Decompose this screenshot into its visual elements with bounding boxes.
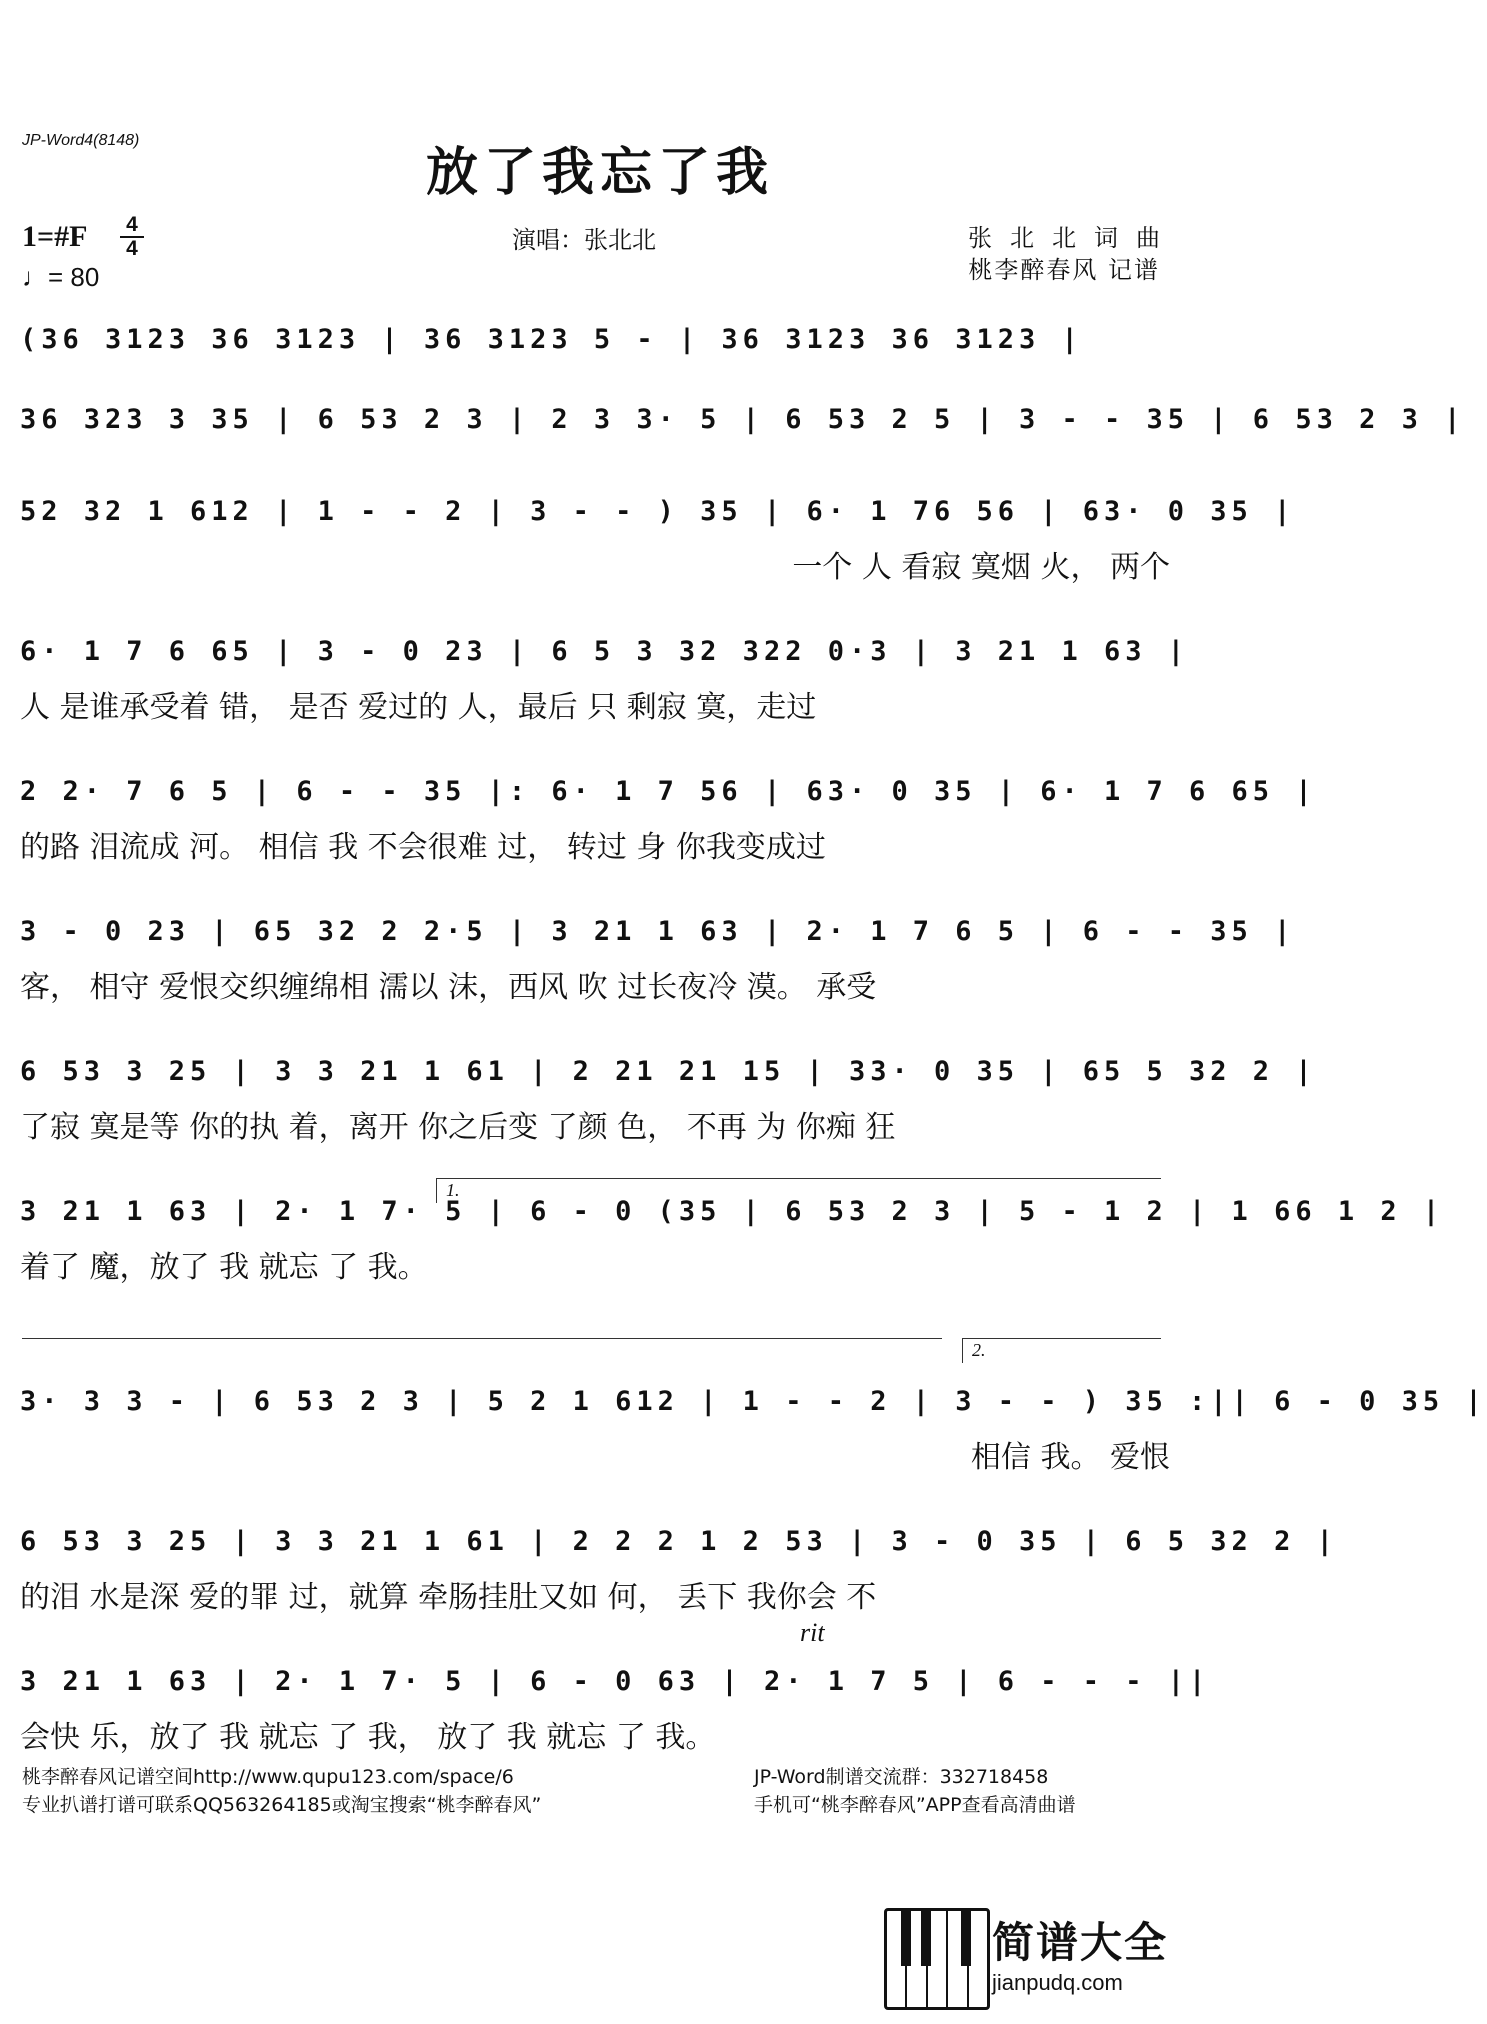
time-signature-bottom: 4 (120, 236, 144, 260)
software-label: JP-Word4(8148) (22, 132, 140, 149)
ritardando-mark: rit (800, 1618, 825, 1647)
notation-line-6: 3 - 0 23 | 65 32 2 2·5 | 3 21 1 63 | 2· 1 7 6 5 | 6 - - 35 | (20, 915, 1296, 947)
notation-line-2: 36 323 3 35 | 6 53 2 3 | 2 3 3· 5 | 6 53 2 5 | 3 - - 35 | 6 53 2 3 | (20, 403, 1466, 435)
volta-label-2: 2. (972, 1340, 986, 1360)
piano-keys-icon (884, 1908, 990, 2010)
footer-link-text: 桃李醉春风记谱空间http://www.qupu123.com/space/6 (22, 1766, 514, 1788)
composer-credit: 张北北词曲 (968, 224, 1178, 252)
song-title: 放了我忘了我 (425, 142, 774, 203)
volta-label-1: 1. (446, 1180, 460, 1200)
lyric-line-6: 着了 魔，放了 我 就忘 了 我。 (20, 1250, 428, 1285)
lyric-line-3: 的路 泪流成 河。 相信 我 不会很难 过， 转过 身 你我变成过 (20, 830, 826, 865)
notation-line-4: 6· 1 7 6 65 | 3 - 0 23 | 6 5 3 32 322 0·3 | 3 21 1 63 | (20, 635, 1190, 667)
key-signature: 1=#F (22, 220, 88, 253)
logo-url: jianpudq.com (992, 1970, 1123, 1995)
site-logo[interactable] (884, 1908, 1184, 2008)
lyric-line-5: 了寂 寞是等 你的执 着，离开 你之后变 了颜 色， 不再 为 你痴 狂 (20, 1110, 896, 1145)
notation-line-8: 3 21 1 63 | 2· 1 7· 5 | 6 - 0 (35 | 6 53 2 3 | 5 - 1 2 | 1 66 1 2 | (20, 1195, 1445, 1227)
notation-line-1: (36 3123 36 3123 | 36 3123 5 - | 36 3123 36 3123 | (20, 323, 1083, 355)
time-signature (120, 214, 144, 260)
lyric-line-1: 一个 人 看寂 寞烟 火， 两个 (792, 550, 1170, 585)
notation-line-11: 3 21 1 63 | 2· 1 7· 5 | 6 - 0 63 | 2· 1 7 5 | 6 - - - || (20, 1665, 1211, 1697)
lyric-line-7: 相信 我。 爱恨 (970, 1440, 1170, 1475)
notation-line-5: 2 2· 7 6 5 | 6 - - 35 |: 6· 1 7 56 | 63· 0 35 | 6· 1 7 6 65 | (20, 775, 1317, 807)
notation-line-9: 3· 3 3 - | 6 53 2 3 | 5 2 1 612 | 1 - - 2 | 3 - - ) 35 :|| 6 - 0 35 | (20, 1385, 1487, 1417)
lyric-line-4: 客， 相守 爱恨交织缠绵相 濡以 沫，西风 吹 过长夜冷 漠。 承受 (20, 970, 877, 1005)
footer-group-text: JP-Word制谱交流群：332718458 (754, 1766, 1049, 1788)
singer-credit: 演唱：张北北 (512, 226, 656, 254)
lyric-line-8: 的泪 水是深 爱的罪 过，就算 牵肠挂肚又如 何， 丢下 我你会 不 (20, 1580, 877, 1615)
notation-line-10: 6 53 3 25 | 3 3 21 1 61 | 2 2 2 1 2 53 | 3 - 0 35 | 6 5 32 2 | (20, 1525, 1338, 1557)
tempo-mark: ♩= 80 (22, 262, 100, 292)
footer-app-text: 手机可“桃李醉春风”APP查看高清曲谱 (754, 1794, 1076, 1816)
notation-line-3: 52 32 1 612 | 1 - - 2 | 3 - - ) 35 | 6· 1 76 56 | 63· 0 35 | (20, 495, 1296, 527)
notation-line-7: 6 53 3 25 | 3 3 21 1 61 | 2 21 21 15 | 33· 0 35 | 65 5 32 2 | (20, 1055, 1317, 1087)
lyric-line-9: 会快 乐，放了 我 就忘 了 我， 放了 我 就忘 了 我。 (20, 1720, 716, 1755)
volta-bracket-1 (436, 1178, 1161, 1203)
footer-contact-text: 专业扒谱打谱可联系QQ563264185或淘宝搜索“桃李醉春风” (22, 1794, 542, 1816)
volta-bracket-2 (962, 1338, 1161, 1363)
time-signature-top: 4 (126, 213, 138, 236)
volta-bracket-1-continued (22, 1338, 942, 1339)
lyric-line-2: 人 是谁承受着 错， 是否 爱过的 人，最后 只 剩寂 寞，走过 (20, 690, 817, 725)
logo-text: 简谱大全 (992, 1918, 1169, 1967)
transcriber-credit: 桃李醉春风 记谱 (968, 256, 1160, 284)
